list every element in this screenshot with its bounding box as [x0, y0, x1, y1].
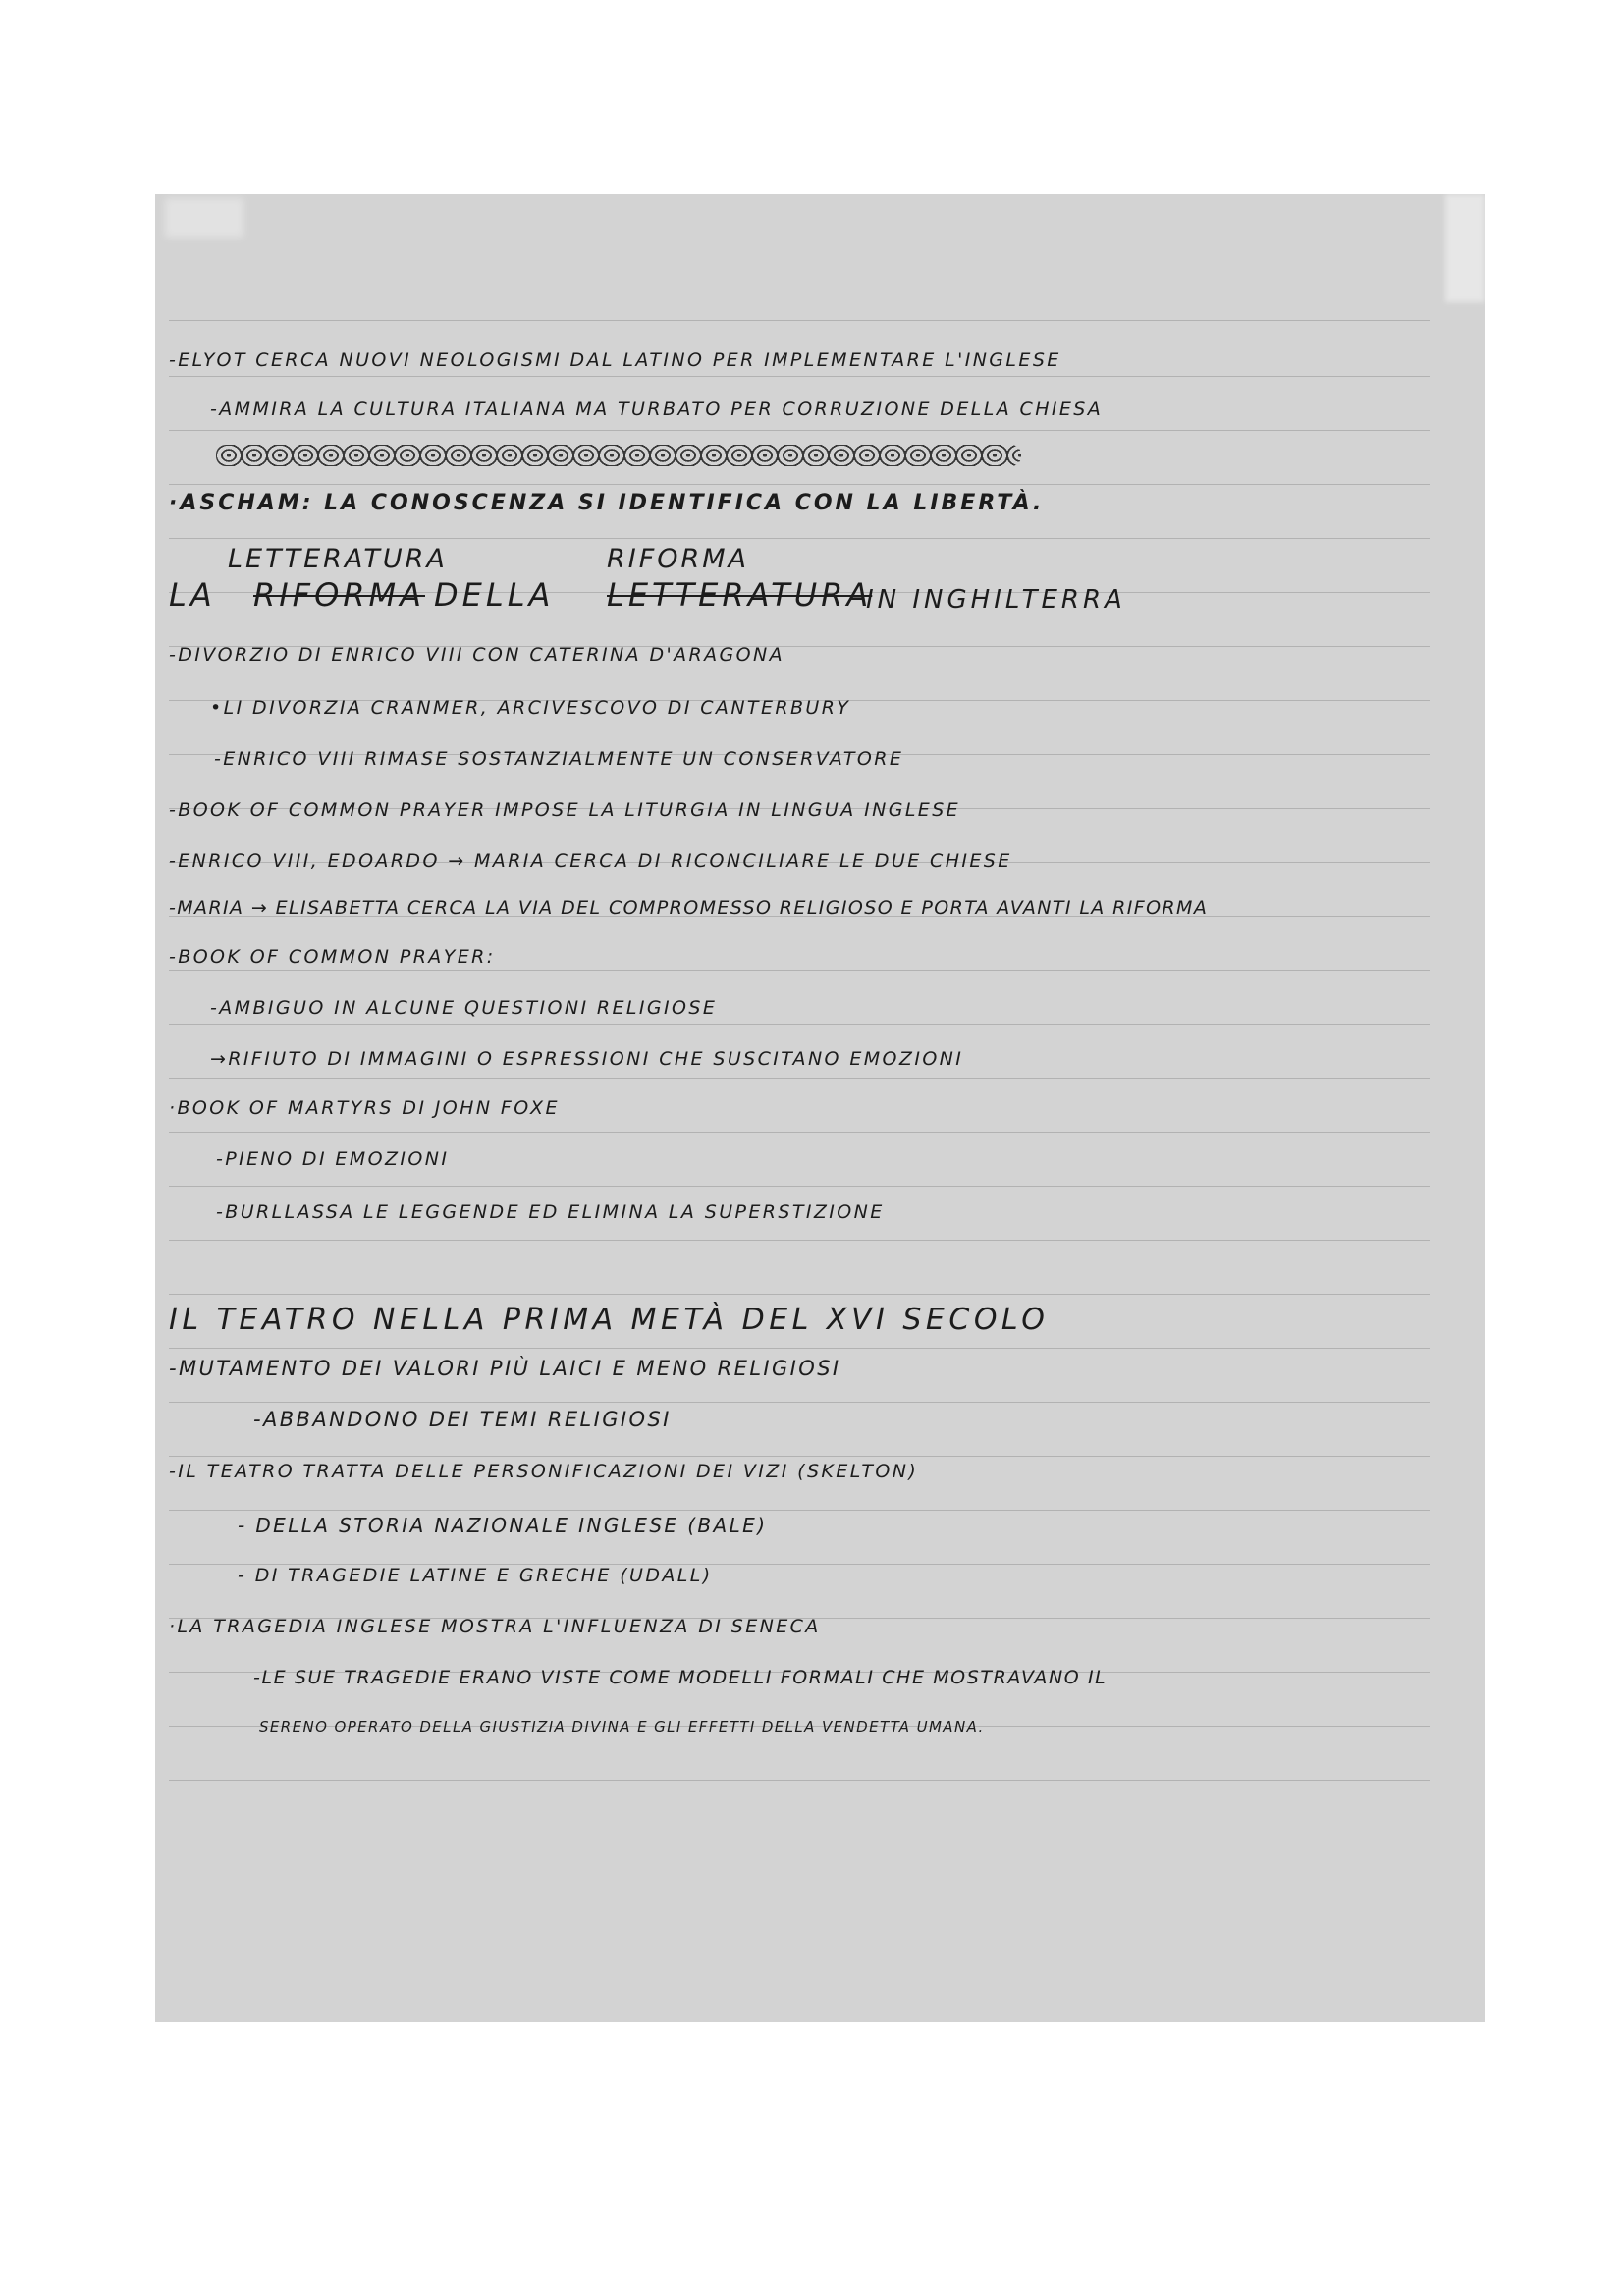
ruled-line: [169, 1780, 1430, 1781]
ruled-line: [169, 1132, 1430, 1133]
note-line-divorzio: -DIVORZIO DI ENRICO VIII CON CATERINA D'ARAGONA: [169, 644, 785, 666]
ruled-line: [169, 1402, 1430, 1403]
note-line-ascham: ·ASCHAM: LA CONOSCENZA SI IDENTIFICA CON LA LIBERTÀ.: [169, 491, 1045, 515]
note-line-modelli-formali: -LE SUE TRAGEDIE ERANO VISTE COME MODELLI FORMALI CHE MOSTRAVANO IL: [253, 1667, 1108, 1688]
notebook-page: [155, 194, 1485, 2022]
note-line-tragedie-latine: - DI TRAGEDIE LATINE E GRECHE (UDALL): [238, 1565, 713, 1586]
heading-struck-riforma: RIFORMA: [253, 576, 425, 614]
note-line-conservatore: -ENRICO VIII RIMASE SOSTANZIALMENTE UN CONSERVATORE: [214, 748, 904, 770]
note-line-seneca: ·LA TRAGEDIA INGLESE MOSTRA L'INFLUENZA DI SENECA: [169, 1616, 821, 1637]
note-line-mutamento: -MUTAMENTO DEI VALORI PIÙ LAICI E MENO RELIGIOSI: [169, 1357, 841, 1380]
note-line-cranmer: •LI DIVORZIA CRANMER, ARCIVESCOVO DI CANTERBURY: [210, 697, 851, 719]
note-line-elisabetta: -MARIA → ELISABETTA CERCA LA VIA DEL COMPROMESSO RELIGIOSO E PORTA AVANTI LA RIFORMA: [169, 897, 1209, 919]
ruled-line: [169, 970, 1430, 971]
heading-in-inghilterra: IN INGHILTERRA: [866, 585, 1126, 614]
correction-riforma: RIFORMA: [607, 544, 750, 574]
ruled-line: [169, 1078, 1430, 1079]
ruled-line: [169, 1024, 1430, 1025]
note-line-abbandono: -ABBANDONO DEI TEMI RELIGIOSI: [253, 1408, 672, 1431]
note-line-elyot: -ELYOT CERCA NUOVI NEOLOGISMI DAL LATINO PER IMPLEMENTARE L'INGLESE: [169, 349, 1061, 371]
scribbled-out-line: [216, 445, 1021, 466]
ruled-line: [169, 538, 1430, 539]
ruled-line: [169, 484, 1430, 485]
ruled-line: [169, 320, 1430, 321]
ruled-line: [169, 1456, 1430, 1457]
heading-teatro: IL TEATRO NELLA PRIMA METÀ DEL XVI SECOLO: [169, 1303, 1050, 1337]
heading-struck-letteratura: LETTERATURA: [607, 576, 873, 614]
ruled-line: [169, 1510, 1430, 1511]
scan-smudge: [165, 198, 243, 238]
ruled-line: [169, 1186, 1430, 1187]
ruled-line: [169, 430, 1430, 431]
scan-edge: [1445, 194, 1485, 302]
note-line-rifiuto: →RIFIUTO DI IMMAGINI O ESPRESSIONI CHE SUSCITANO EMOZIONI: [210, 1048, 964, 1070]
note-line-burllassa: -BURLLASSA LE LEGGENDE ED ELIMINA LA SUPERSTIZIONE: [216, 1201, 885, 1223]
ruled-line: [169, 1240, 1430, 1241]
note-line-book-of-martyrs: ·BOOK OF MARTYRS DI JOHN FOXE: [169, 1097, 560, 1119]
ruled-line: [169, 1348, 1430, 1349]
note-line-book-common-prayer-2: -BOOK OF COMMON PRAYER:: [169, 946, 496, 968]
note-line-edoardo-maria: -ENRICO VIII, EDOARDO → MARIA CERCA DI RICONCILIARE LE DUE CHIESE: [169, 850, 1012, 872]
note-line-pieno: -PIENO DI EMOZIONI: [216, 1148, 450, 1170]
heading-la: LA: [169, 576, 216, 614]
ruled-line: [169, 1294, 1430, 1295]
correction-letteratura: LETTERATURA: [228, 544, 448, 574]
note-line-book-common-prayer: -BOOK OF COMMON PRAYER IMPOSE LA LITURGIA IN LINGUA INGLESE: [169, 799, 961, 821]
note-line-giustizia: SERENO OPERATO DELLA GIUSTIZIA DIVINA E GLI EFFETTI DELLA VENDETTA UMANA.: [259, 1718, 985, 1735]
ruled-line: [169, 376, 1430, 377]
note-line-teatro-vizi: -IL TEATRO TRATTA DELLE PERSONIFICAZIONI DEI VIZI (SKELTON): [169, 1461, 919, 1482]
heading-della: DELLA: [434, 576, 555, 614]
note-line-storia-nazionale: - DELLA STORIA NAZIONALE INGLESE (BALE): [238, 1514, 768, 1537]
scribble-strikeout: [216, 445, 1021, 466]
note-line-ammira: -AMMIRA LA CULTURA ITALIANA MA TURBATO PER CORRUZIONE DELLA CHIESA: [210, 399, 1104, 420]
note-line-ambiguo: -AMBIGUO IN ALCUNE QUESTIONI RELIGIOSE: [210, 997, 718, 1019]
